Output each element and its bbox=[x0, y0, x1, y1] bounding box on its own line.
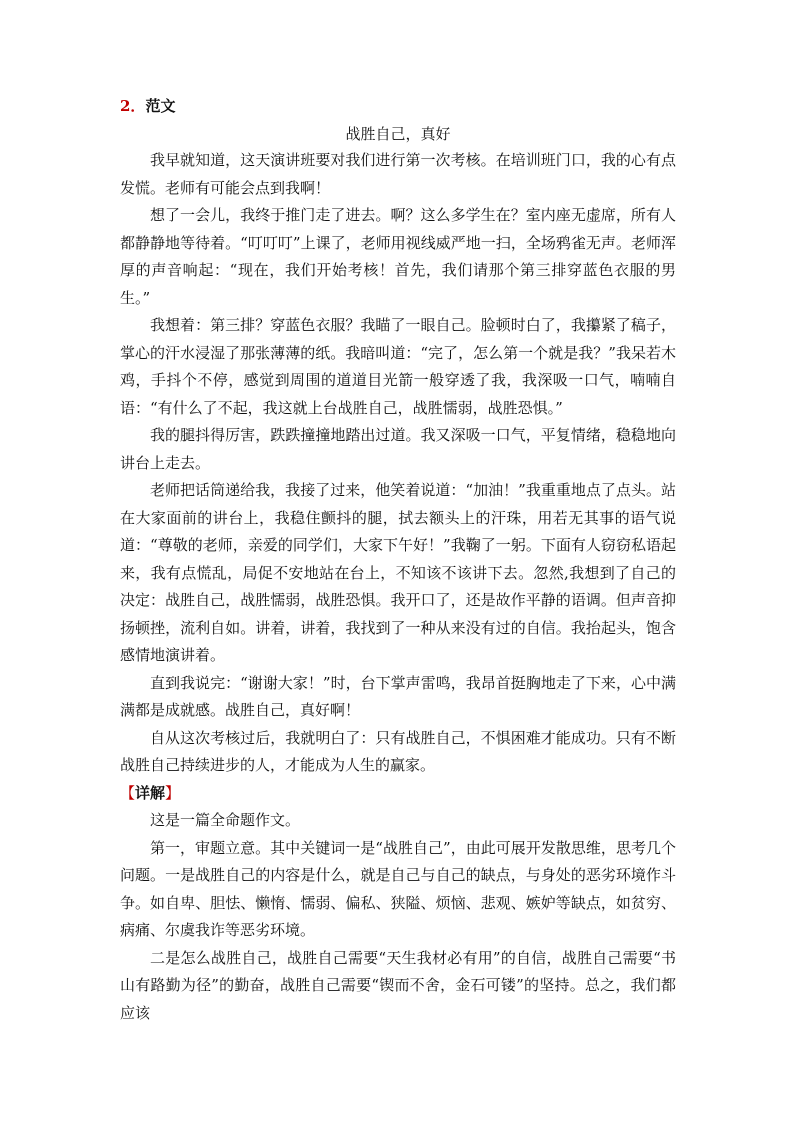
essay-paragraph-4: 我的腿抖得厉害，跌跌撞撞地踏出过道。我又深吸一口气，平复情绪，稳稳地向讲台上走去。 bbox=[120, 426, 676, 472]
essay-paragraph-6: 直到我说完：“谢谢大家！”时，台下掌声雷鸣，我昂首挺胸地走了下来，心中满满都是成就感。战胜自己，真好啊！ bbox=[120, 673, 676, 719]
detail-paragraph-3: 二是怎么战胜自己，战胜自己需要“天生我材必有用”的自信，战胜自己需要“书山有路勤为径”的勤奋，战胜自己需要“锲而不舍，金石可镂”的坚持。总之，我们都应该 bbox=[120, 948, 676, 1022]
essay-paragraph-3: 我想着：第三排？穿蓝色衣服？我瞄了一眼自己。脸顿时白了，我攥紧了稿子，掌心的汗水浸湿了那张薄薄的纸。我暗叫道：“完了，怎么第一个就是我？”我呆若木鸡，手抖个不停，感觉到周围的道道目光箭一般穿透了我，我深吸一口气，喃喃自语：“有什么了不起，我这就上台战胜自己，战胜懦弱，战胜恐惧。” bbox=[120, 316, 676, 417]
essay-title: 战胜自己，真好 bbox=[345, 125, 451, 143]
detail-bracket-open: 【 bbox=[120, 783, 136, 802]
essay-paragraph-5: 老师把话筒递给我，我接了过来，他笑着说道：“加油！”我重重地点了点头。站在大家面前的讲台上，我稳住颤抖的腿，拭去额头上的汗珠，用若无其事的语气说道：“尊敬的老师，亲爱的同学们，大家下午好！”我鞠了一躬。下面有人窃窃私语起来，我有点慌乱，局促不安地站在台上，不知该不该讲下去。忽然,我想到了自己的决定：战胜自己，战胜懦弱，战胜恐惧。我开口了，还是故作平静的语调。但声音抑扬顿挫，流利自如。讲着，讲着，我找到了一种从来没有过的自信。我抬起头，饱含感情地演讲着。 bbox=[120, 481, 676, 664]
document-content bbox=[120, 93, 676, 1027]
section-number: 2． bbox=[120, 97, 146, 115]
detail-label: 详解 bbox=[135, 783, 166, 802]
section-heading bbox=[120, 93, 676, 119]
essay-paragraph-7: 自从这次考核过后，我就明白了：只有战胜自己，不惧困难才能成功。只有不断战胜自己持续进步的人，才能成为人生的赢家。 bbox=[120, 728, 676, 774]
essay-paragraph-1: 我早就知道，这天演讲班要对我们进行第一次考核。在培训班门口，我的心有点发慌。老师有可能会点到我啊！ bbox=[120, 151, 676, 197]
essay-paragraph-2: 想了一会儿，我终于推门走了进去。啊？这么多学生在？室内座无虚席，所有人都静静地等待着。“叮叮叮”上课了，老师用视线威严地一扫，全场鸦雀无声。老师浑厚的声音响起：“现在，我们开始考核！首先，我们请那个第三排穿蓝色衣服的男生。” bbox=[120, 206, 676, 307]
detail-heading bbox=[120, 780, 676, 808]
detail-bracket-close: 】 bbox=[165, 783, 181, 802]
section-label: 范文 bbox=[145, 97, 176, 115]
detail-paragraph-2: 第一，审题立意。其中关键词一是“战胜自己”，由此可展开发散思维，思考几个问题。一是战胜自己的内容是什么，就是自己与自己的缺点，与身处的恶劣环境作斗争。如自卑、胆怯、懒惰、懦弱、偏私、狭隘、烦恼、悲观、嫉妒等缺点，如贫穷、病痛、尔虞我诈等恶劣环境。 bbox=[120, 838, 676, 939]
detail-paragraph-1: 这是一篇全命题作文。 bbox=[150, 811, 301, 829]
